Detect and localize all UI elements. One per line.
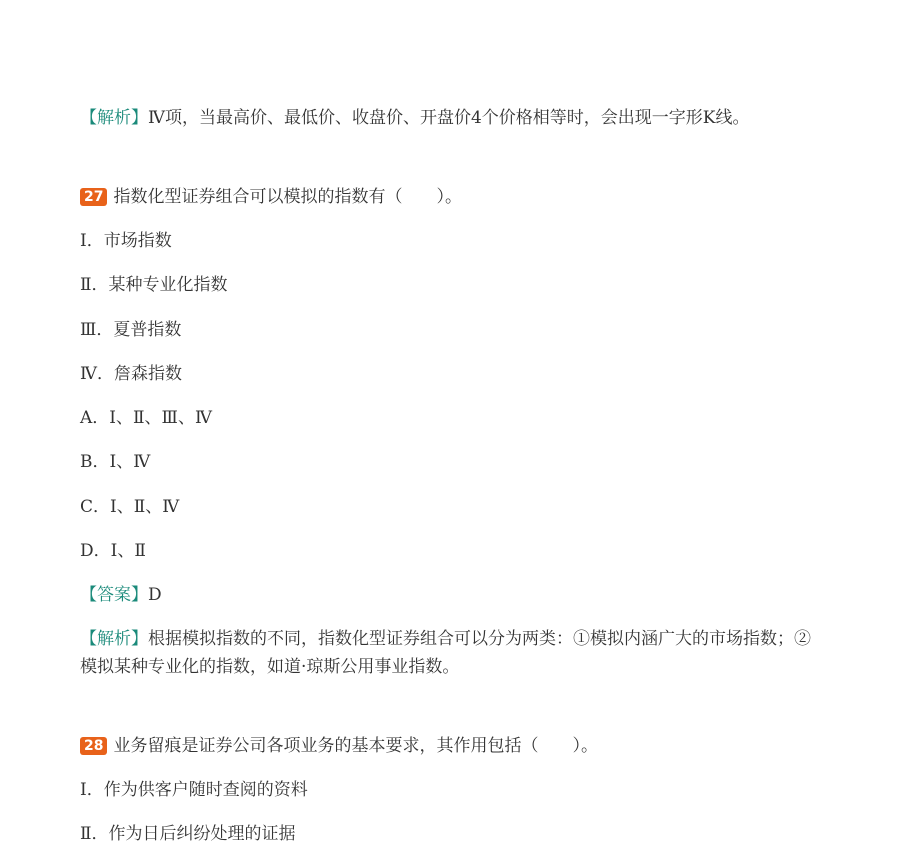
question-stem: 指数化型证券组合可以模拟的指数有（ ）。 <box>113 187 462 207</box>
answer-value: D <box>148 585 162 605</box>
analysis-tag: 【解析】 <box>80 108 148 128</box>
answer <box>80 584 162 606</box>
prev-analysis <box>80 107 750 129</box>
statement-item: Ⅳ．詹森指数 <box>80 364 182 384</box>
statement-item: Ⅱ．某种专业化指数 <box>80 275 228 295</box>
answer-option: A．Ⅰ、Ⅱ、Ⅲ、Ⅳ <box>80 408 212 428</box>
answer-option: C．Ⅰ、Ⅱ、Ⅳ <box>80 497 180 517</box>
question-stem: 业务留痕是证券公司各项业务的基本要求，其作用包括（ ）。 <box>113 736 598 756</box>
analysis-text: Ⅳ项，当最高价、最低价、收盘价、开盘价4个价格相等时，会出现一字形K线。 <box>148 108 750 128</box>
statement-item: Ⅰ．作为供客户随时查阅的资料 <box>80 780 308 800</box>
question-number-badge: 27 <box>80 188 107 206</box>
question-number-badge: 28 <box>80 737 107 755</box>
statement-item: Ⅱ．作为日后纠纷处理的证据 <box>80 824 296 844</box>
question-27 <box>80 186 462 208</box>
answer-tag: 【答案】 <box>80 585 148 605</box>
answer-option: D．Ⅰ、Ⅱ <box>80 541 146 561</box>
statement-item: Ⅰ．市场指数 <box>80 231 172 251</box>
answer-option: B．Ⅰ、Ⅳ <box>80 452 151 472</box>
analysis <box>80 625 820 681</box>
question-28 <box>80 735 598 757</box>
statement-item: Ⅲ．夏普指数 <box>80 320 182 340</box>
analysis-text: 根据模拟指数的不同，指数化型证券组合可以分为两类：①模拟内涵广大的市场指数；②模拟某种专业化的指数，如道·琼斯公用事业指数。 <box>80 629 811 677</box>
analysis-tag: 【解析】 <box>80 629 148 649</box>
